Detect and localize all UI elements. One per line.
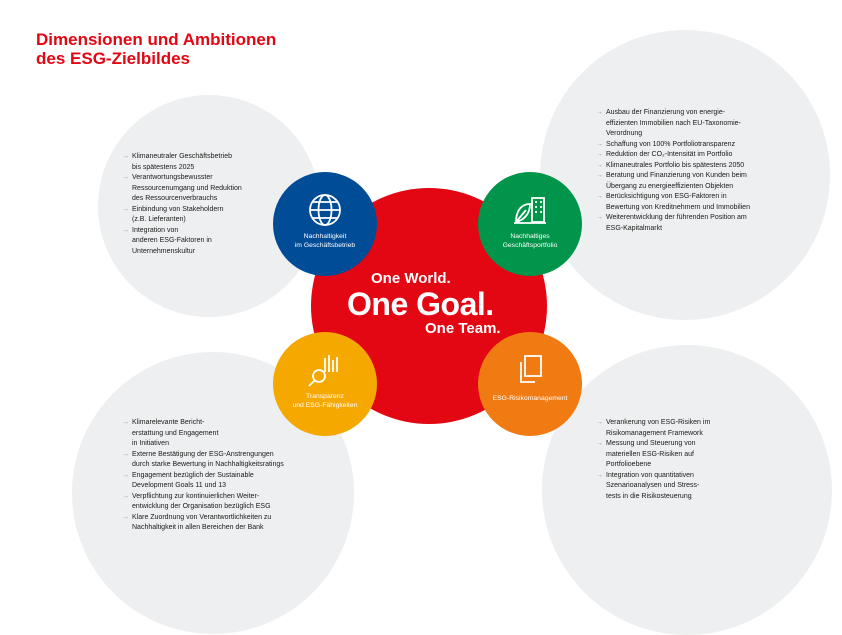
dimension-label: Nachhaltiges Geschäftsportfolio xyxy=(502,233,558,249)
list-item: → Integration von anderen ESG-Faktoren in Unternehmenskultur xyxy=(122,226,297,258)
list-bottom-left xyxy=(122,418,347,534)
leaf-building-icon xyxy=(512,192,548,228)
documents-icon xyxy=(512,352,548,388)
list-item: → Schaffung von 100% Portfoliotransparenz xyxy=(596,140,806,151)
dimension-nachhaltiges-geschaeftsportfolio xyxy=(478,172,582,276)
list-item: → Berücksichtigung von ESG-Faktoren in Bewertung von Kreditnehmern und Immobilien xyxy=(596,192,806,213)
dimension-label: Nachhaltigkeit im Geschäftsbetrieb xyxy=(294,233,356,249)
dimension-transparenz-esg-faehigkeiten xyxy=(273,332,377,436)
list-item: → Klare Zuordnung von Verantwortlichkeiten zu Nachhaltigkeit in allen Bereichen der Bank xyxy=(122,513,347,534)
globe-icon xyxy=(307,192,343,228)
page-title: Dimensionen und Ambitionen des ESG-Zielbildes xyxy=(36,30,277,68)
list-item: → Messung und Steuerung von materiellen ESG-Risiken auf Portfolioebene xyxy=(596,439,786,471)
list-item: → Engagement bezüglich der Sustainable Development Goals 11 und 13 xyxy=(122,471,347,492)
list-item: → Verpflichtung zur kontinuierlichen Weiter- entwicklung der Organisation bezüglich ESG xyxy=(122,492,347,513)
list-item: → Weiterentwicklung der führenden Position am ESG-Kapitalmarkt xyxy=(596,213,806,234)
list-item: → Ausbau der Finanzierung von energie- effizienten Immobilien nach EU-Taxonomie- Verordnung xyxy=(596,108,806,140)
magnifier-chart-icon xyxy=(307,352,343,388)
list-item: → Klimaneutrales Portfolio bis spätestens 2050 xyxy=(596,161,806,172)
slogan-one-team: One Team. xyxy=(425,320,501,337)
list-item: → Beratung und Finanzierung von Kunden beim Übergang zu energieeffizienten Objekten xyxy=(596,171,806,192)
list-item: → Verankerung von ESG-Risiken im Risikomanagement Framework xyxy=(596,418,786,439)
dimension-label: ESG-Risikomanagement xyxy=(492,395,568,402)
dimension-esg-risikomanagement xyxy=(478,332,582,436)
list-item: → Verantwortungsbewusster Ressourcenumgang und Reduktion des Ressourcenverbrauchs xyxy=(122,173,297,205)
list-top-right xyxy=(596,108,806,234)
list-item: → Klimarelevante Bericht- erstattung und Engagement in Initiativen xyxy=(122,418,347,450)
list-item: → Klimaneutraler Geschäftsbetrieb bis spätestens 2025 xyxy=(122,152,297,173)
list-top-left xyxy=(122,152,297,257)
list-item: → Reduktion der CO₂-Intensität im Portfolio xyxy=(596,150,806,161)
slogan-one-goal: One Goal. xyxy=(347,286,494,322)
list-item: → Externe Bestätigung der ESG-Anstrengungen durch starke Bewertung in Nachhaltigkeitsratings xyxy=(122,450,347,471)
list-bottom-right xyxy=(596,418,786,502)
list-item: → Einbindung von Stakeholdern (z.B. Lieferanten) xyxy=(122,205,297,226)
slogan-one-world: One World. xyxy=(371,270,451,287)
list-item: → Integration von quantitativen Szenarioanalysen und Stress- tests in die Risikosteuerung xyxy=(596,471,786,503)
dimension-nachhaltigkeit-geschaeftsbetrieb xyxy=(273,172,377,276)
dimension-label: Transparenz und ESG-Fähigkeiten xyxy=(292,393,358,409)
